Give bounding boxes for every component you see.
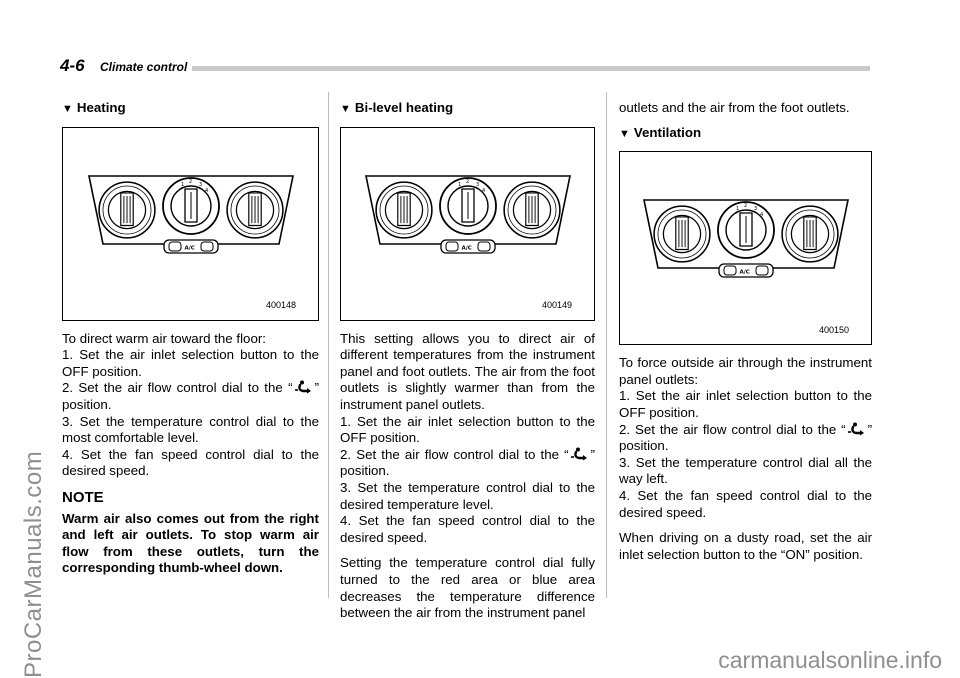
page-number: 4-6 <box>60 56 85 75</box>
step-4: 4. Set the fan speed control dial to the desired speed. <box>62 446 319 479</box>
watermark-bottom: carmanualsonline.info <box>718 647 942 673</box>
section-heading-ventilation: ▼ Ventilation <box>619 124 702 140</box>
climate-panel-illustration <box>63 128 318 320</box>
column-heating <box>62 100 319 577</box>
note-title: NOTE <box>62 488 104 506</box>
paragraph: Setting the temperature control dial fully turned to the red area or blue area decreases the temperature difference between the air from the instrument panel <box>340 555 595 621</box>
airflow-icon <box>846 422 868 436</box>
section-heading-bilevel: ▼ Bi-level heating <box>340 100 454 115</box>
column-divider <box>328 92 329 598</box>
header-rule <box>192 66 870 71</box>
climate-panel-illustration <box>620 152 871 344</box>
figure-code: 400150 <box>818 324 849 335</box>
airflow-icon <box>293 380 315 394</box>
step-1: 1. Set the air inlet selection button to the OFF position. <box>340 413 595 446</box>
step-4: 4. Set the fan speed control dial to the desired speed. <box>619 487 872 520</box>
figure-bilevel <box>340 127 595 321</box>
step-4: 4. Set the fan speed control dial to the desired speed. <box>340 513 595 545</box>
triangle-icon: ▼ <box>62 103 73 115</box>
figure-code: 400148 <box>265 300 296 310</box>
note-body: Warm air also comes out from the right and left air outlets. To stop warm air flow from these outlets, turn the corresponding thumb-wheel down. <box>62 510 319 576</box>
watermark-side: ProCarManuals.com <box>20 450 47 678</box>
intro-text: To direct warm air toward the floor: <box>62 330 266 346</box>
column-ventilation <box>619 100 872 572</box>
figure-code: 400149 <box>541 300 572 310</box>
climate-panel-illustration <box>341 128 594 320</box>
figure-heating <box>62 127 319 321</box>
section-heading-heating: ▼ Heating <box>62 100 126 115</box>
section-title: Climate control <box>100 60 188 74</box>
step-3: 3. Set the temperature control dial all the way left. <box>619 454 872 487</box>
page-header <box>60 56 870 80</box>
step-2: 2. Set the air flow control dial to the “ ” position. <box>340 446 595 479</box>
step-1: 1. Set the air inlet selection button to the OFF position. <box>62 347 319 379</box>
step-2: 2. Set the air flow control dial to the “ ” position. <box>62 380 319 412</box>
column-bilevel <box>340 100 595 631</box>
triangle-icon: ▼ <box>619 127 630 140</box>
intro-text: This setting allows you to direct air of different temperatures from the instrument panel and foot outlets. The air from the foot outlets is slightly warmer than from the instrument panel outlets. <box>340 330 595 412</box>
airflow-icon <box>569 447 591 461</box>
step-3: 3. Set the temperature control dial to the most comfortable level. <box>62 413 319 446</box>
step-1: 1. Set the air inlet selection button to the OFF position. <box>619 388 872 420</box>
step-3: 3. Set the temperature control dial to the desired temperature level. <box>340 479 595 512</box>
step-2: 2. Set the air flow control dial to the “ ” position. <box>619 421 872 454</box>
figure-ventilation <box>619 151 872 345</box>
column-divider <box>606 92 607 598</box>
paragraph: When driving on a dusty road, set the air inlet selection button to the “ON” position. <box>619 530 872 562</box>
triangle-icon: ▼ <box>340 103 351 115</box>
continued-text: outlets and the air from the foot outlets. <box>619 100 850 115</box>
intro-text: To force outside air through the instrument panel outlets: <box>619 355 872 387</box>
